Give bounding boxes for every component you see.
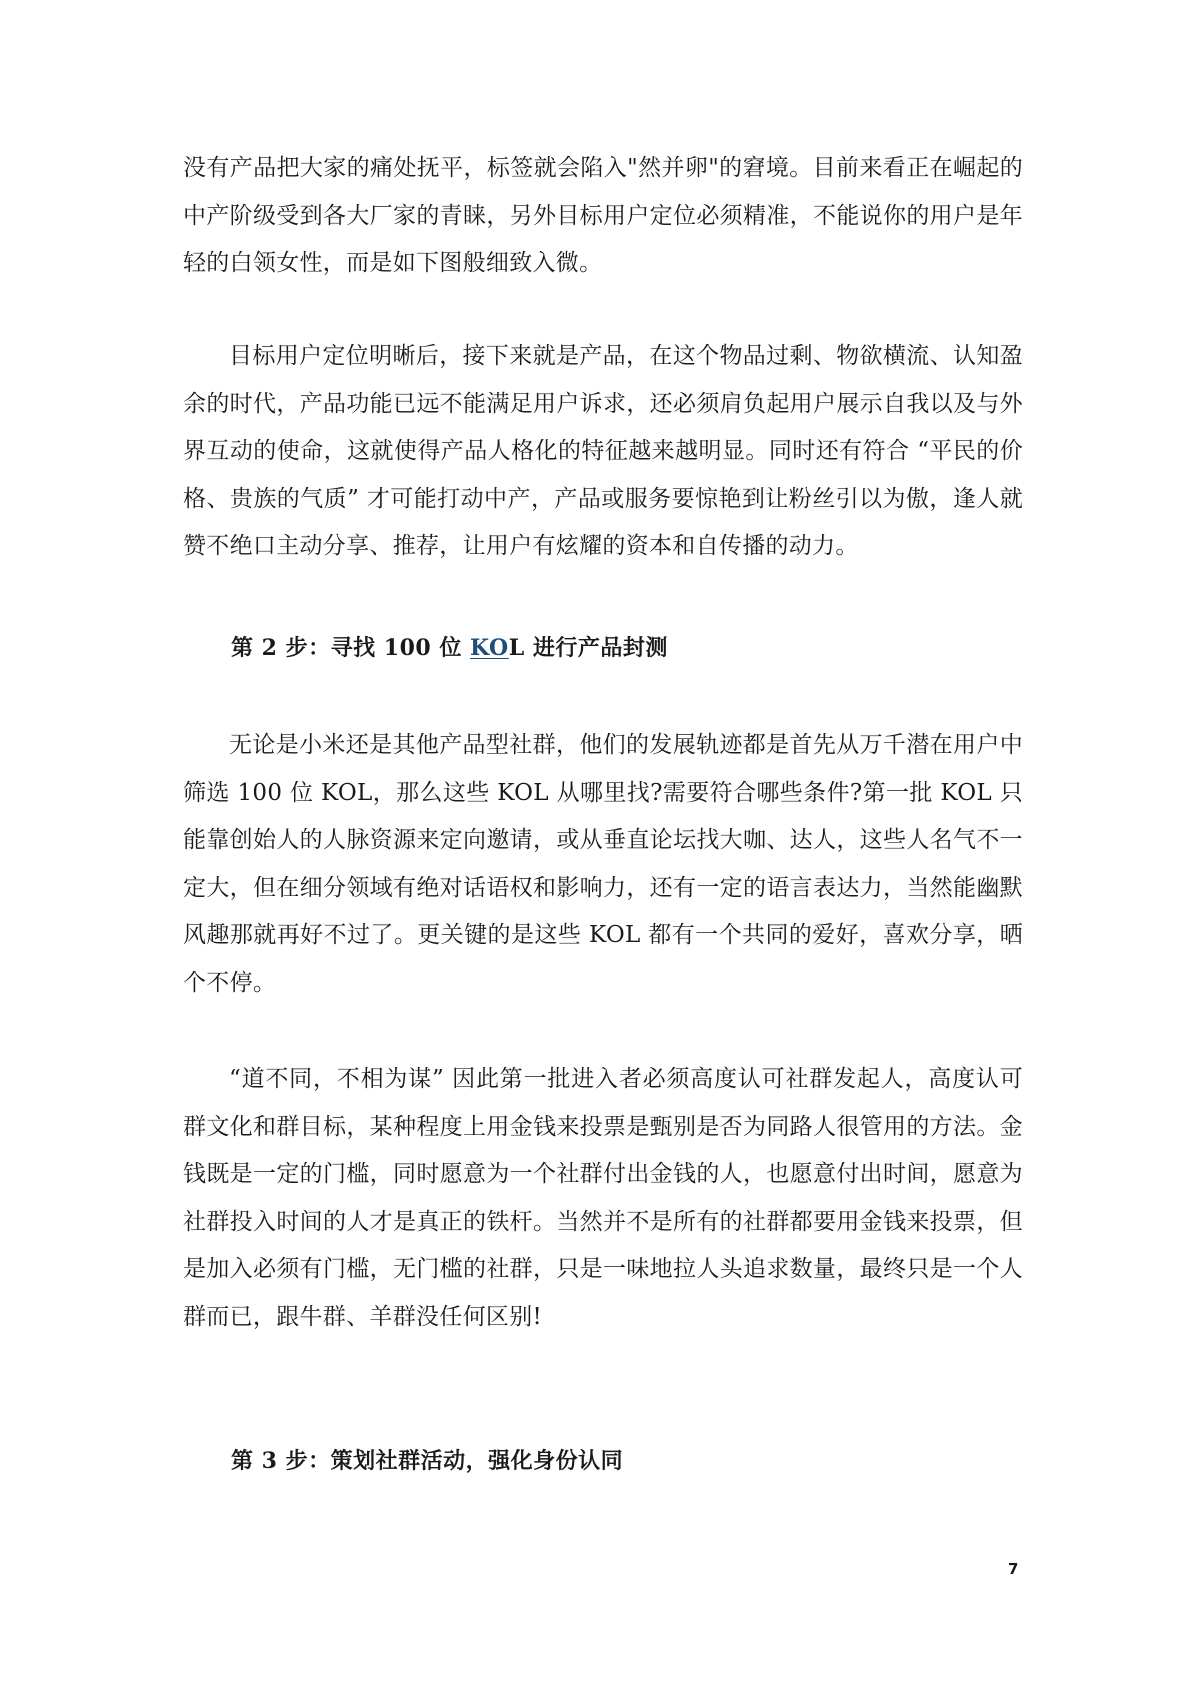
heading-step-2-prefix: 第 2 步：寻找 100 位 [231,635,471,661]
kol-link[interactable]: KO [470,635,509,661]
paragraph-kol-selection: 无论是小米还是其他产品型社群，他们的发展轨迹都是首先从万千潜在用户中筛选 100 位 KOL，那么这些 KOL 从哪里找?需要符合哪些条件?第一批 KOL 只能靠创始人的人脉资源来定向邀请，或从垂直论坛找大咖、达人，这些人名气不一定大，但在细分领域有绝对话语权和影响力，还有一定的语言表达力，当然能幽默风趣那就再好不过了。更关键的是这些 KOL 都有一个共同的爱好，喜欢分享，晒个不停。 [183,732,1023,996]
paragraph-entry-threshold: “道不同，不相为谋” 因此第一批进入者必须高度认可社群发起人，高度认可群文化和群目标，某种程度上用金钱来投票是甄别是否为同路人很管用的方法。金钱既是一定的门槛，同时愿意为一个社群付出金钱的人，也愿意付出时间，愿意为社群投入时间的人才是真正的铁杆。当然并不是所有的社群都要用金钱来投票，但是加入必须有门槛，无门槛的社群，只是一味地拉人头追求数量，最终只是一个人群而已，跟牛群、羊群没任何区别! [183,1066,1023,1330]
page-number: 7 [1008,1560,1019,1578]
heading-step-2 [231,633,668,663]
heading-step-2-suffix: L 进行产品封测 [508,635,668,661]
paragraph-middle-class-positioning: 没有产品把大家的痛处抚平，标签就会陷入"然并卵"的窘境。目前来看正在崛起的中产阶级受到各大厂家的青睐，另外目标用户定位必须精准，不能说你的用户是年轻的白领女性，而是如下图般细致入微。 [183,155,1023,276]
heading-step-3: 第 3 步：策划社群活动，强化身份认同 [231,1448,624,1474]
paragraph-product-personification: 目标用户定位明晰后，接下来就是产品，在这个物品过剩、物欲横流、认知盈余的时代，产品功能已远不能满足用户诉求，还必须肩负起用户展示自我以及与外界互动的使命，这就使得产品人格化的特征越来越明显。同时还有符合 “平民的价格、贵族的气质” 才可能打动中产，产品或服务要惊艳到让粉丝引以为傲，逢人就赞不绝口主动分享、推荐，让用户有炫耀的资本和自传播的动力。 [183,343,1023,559]
